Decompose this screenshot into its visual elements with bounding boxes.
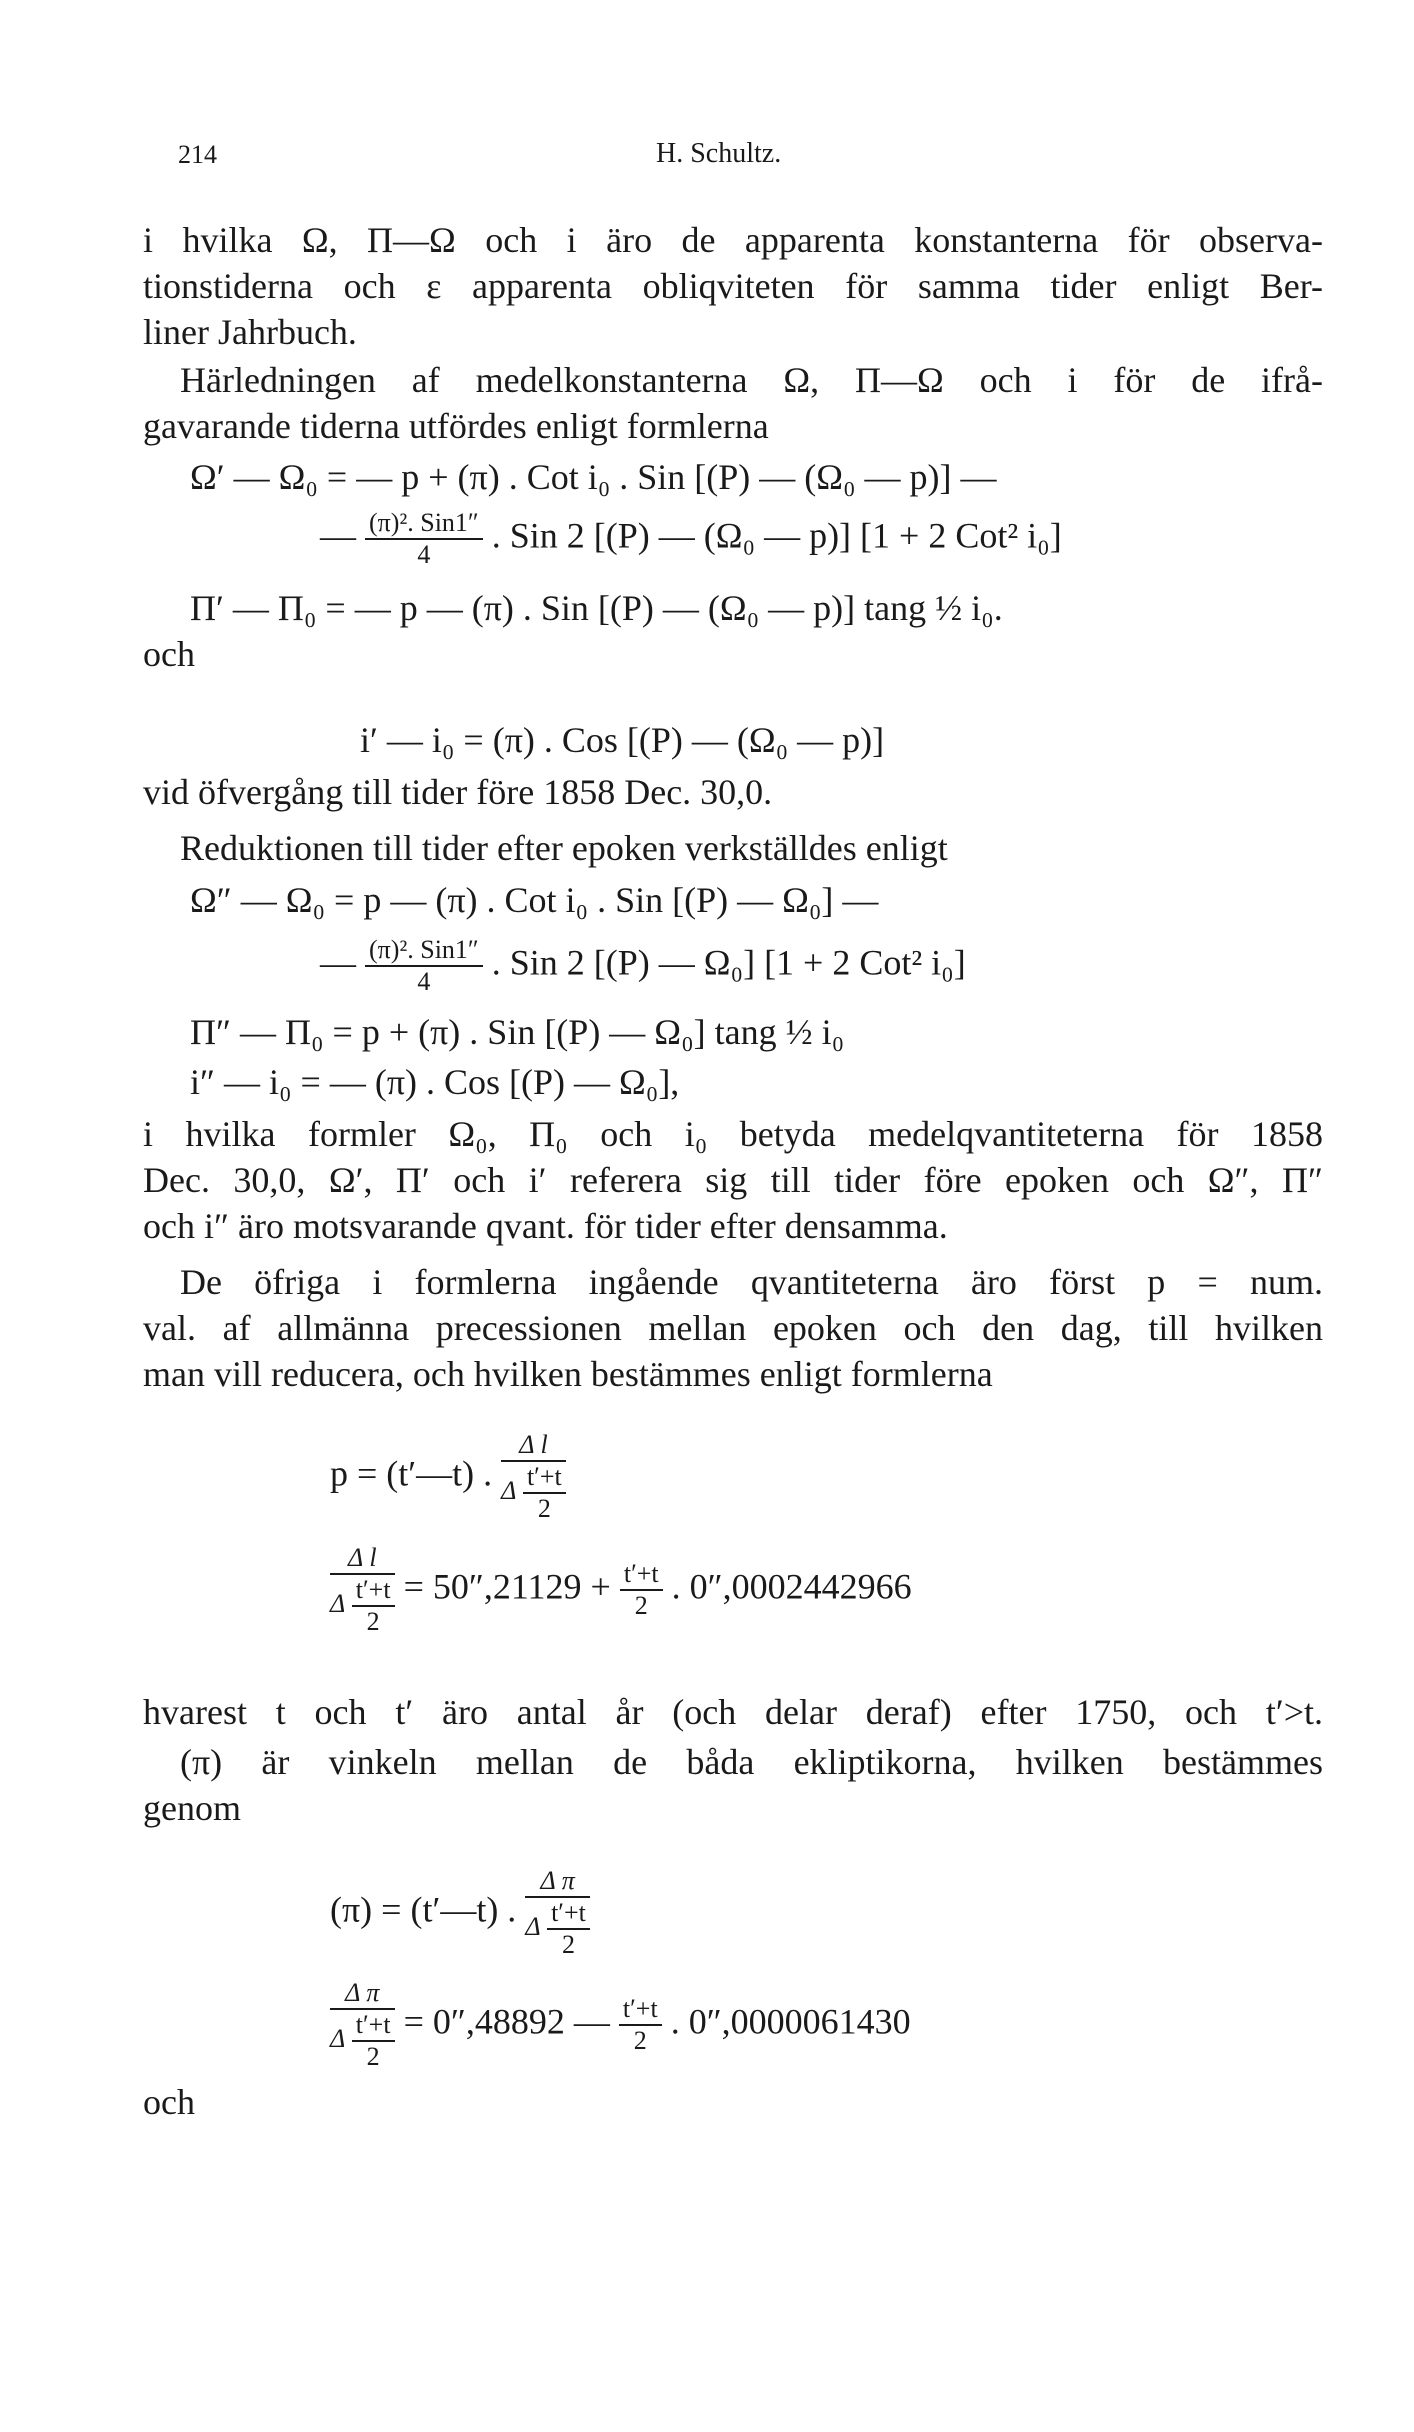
equation-6: Δ π Δ $\frac{t'+t}{2}$ = 0″,48892 — $\frac{t'+t}{2}$ . 0″,0000061430 — [330, 1978, 911, 2071]
equation-3: p = (t′—t) . Δ l Δ $\frac{t'+t}{2}$ — [330, 1432, 566, 1522]
text-reduction: Reduktionen till tider efter epoken verkställdes enligt — [180, 828, 948, 868]
running-title: H. Schultz. — [656, 138, 782, 169]
equation-4: Δ l Δ $\frac{t'+t}{2}$ = 50″,21129 + $\frac{t'+t}{2}$ . 0″,0002442966 — [330, 1543, 912, 1636]
equation-5: (π) = (t′—t) . Δ π Δ $\frac{t'+t}{2}$ — [330, 1868, 590, 1958]
equation-2-line-4: i″ — i₀ = — (π) . Cos [(P) — Ω₀], — [190, 1062, 680, 1102]
final-och: och — [143, 2082, 195, 2122]
page-number: 214 — [178, 140, 217, 169]
och-connector: och — [143, 634, 195, 674]
equation-5-fraction: Δ π Δ $\frac{t'+t}{2}$ — [525, 1868, 590, 1958]
paragraph-6-line-1: De öfriga i formlerna ingående qvantiteterna äro först p = num. — [180, 1262, 1323, 1302]
paragraph-6-line-2: val. af allmänna precessionen mellan epoken och den dag, till hvilken — [143, 1308, 1323, 1348]
paragraph-5-line-2: Dec. 30,0, Ω′, Π′ och i′ referera sig till tider före epoken och Ω″, Π″ — [143, 1160, 1323, 1200]
paragraph-7-line-1: hvarest t och t′ äro antal år (och delar deraf) efter 1750, och t′>t. — [143, 1692, 1323, 1732]
equation-4-time-fraction: $\frac{t'+t}{2}$ — [620, 1561, 663, 1619]
equation-1-line-4: i′ — i₀ = (π) . Cos [(P) — (Ω₀ — p)] — [360, 720, 885, 760]
equation-6-fraction: Δ π Δ $\frac{t'+t}{2}$ — [330, 1980, 395, 2070]
equation-2-line-1: Ω″ — Ω₀ = p — (π) . Cot i₀ . Sin [(P) — Ω₀] — — [190, 880, 879, 920]
paragraph-1-line-2: tionstiderna och ε apparenta obliqviteten för samma tider enligt Ber- — [143, 266, 1323, 306]
equation-1-line-1: Ω′ — Ω₀ = — p + (π) . Cot i₀ . Sin [(P) — (Ω₀ — p)] — — [190, 457, 997, 497]
equation-2-line-3: Π″ — Π₀ = p + (π) . Sin [(P) — Ω₀] tang ½ i₀ — [190, 1012, 845, 1052]
paragraph-2-line-1: Härledningen af medelkonstanterna Ω, Π—Ω och i för de ifrå- — [180, 360, 1323, 400]
equation-1-fraction: $\frac{\text{(π)². Sin1″}}{4}$ — [365, 510, 483, 568]
equation-1-line-3: Π′ — Π₀ = — p — (π) . Sin [(P) — (Ω₀ — p)] tang ½ i₀. — [190, 588, 1003, 628]
paragraph-2-line-2: gavarande tiderna utfördes enligt formlerna — [143, 406, 769, 446]
equation-2-fraction: $\frac{\text{(π)². Sin1″}}{4}$ — [365, 937, 483, 995]
paragraph-1-line-1: i hvilka Ω, Π—Ω och i äro de apparenta konstanterna för observa- — [143, 220, 1323, 260]
paragraph-7-line-3: genom — [143, 1788, 241, 1828]
equation-2-line-2: — $\frac{\text{(π)². Sin1″}}{4}$ . Sin 2 [(P) — Ω₀] [1 + 2 Cot² i₀] — [320, 935, 966, 996]
paragraph-5-line-3: och i″ äro motsvarande qvant. för tider efter densamma. — [143, 1206, 948, 1246]
paragraph-6-line-3: man vill reducera, och hvilken bestämmes enligt formlerna — [143, 1354, 993, 1394]
equation-4-fraction: Δ l Δ $\frac{t'+t}{2}$ — [330, 1545, 395, 1635]
equation-1-line-2: — $\frac{\text{(π)². Sin1″}}{4}$ . Sin 2 [(P) — (Ω₀ — p)] [1 + 2 Cot² i₀] — [320, 508, 1062, 569]
text-transition: vid öfvergång till tider före 1858 Dec. 30,0. — [143, 772, 773, 812]
equation-3-fraction: Δ l Δ $\frac{t'+t}{2}$ — [501, 1432, 566, 1522]
paragraph-5-line-1: i hvilka formler Ω₀, Π₀ och i₀ betyda medelqvantiteterna för 1858 — [143, 1114, 1323, 1154]
paragraph-1-line-3: liner Jahrbuch. — [143, 312, 357, 352]
paragraph-7-line-2: (π) är vinkeln mellan de båda ekliptikorna, hvilken bestämmes — [180, 1742, 1323, 1782]
equation-6-time-fraction: $\frac{t'+t}{2}$ — [619, 1996, 662, 2054]
